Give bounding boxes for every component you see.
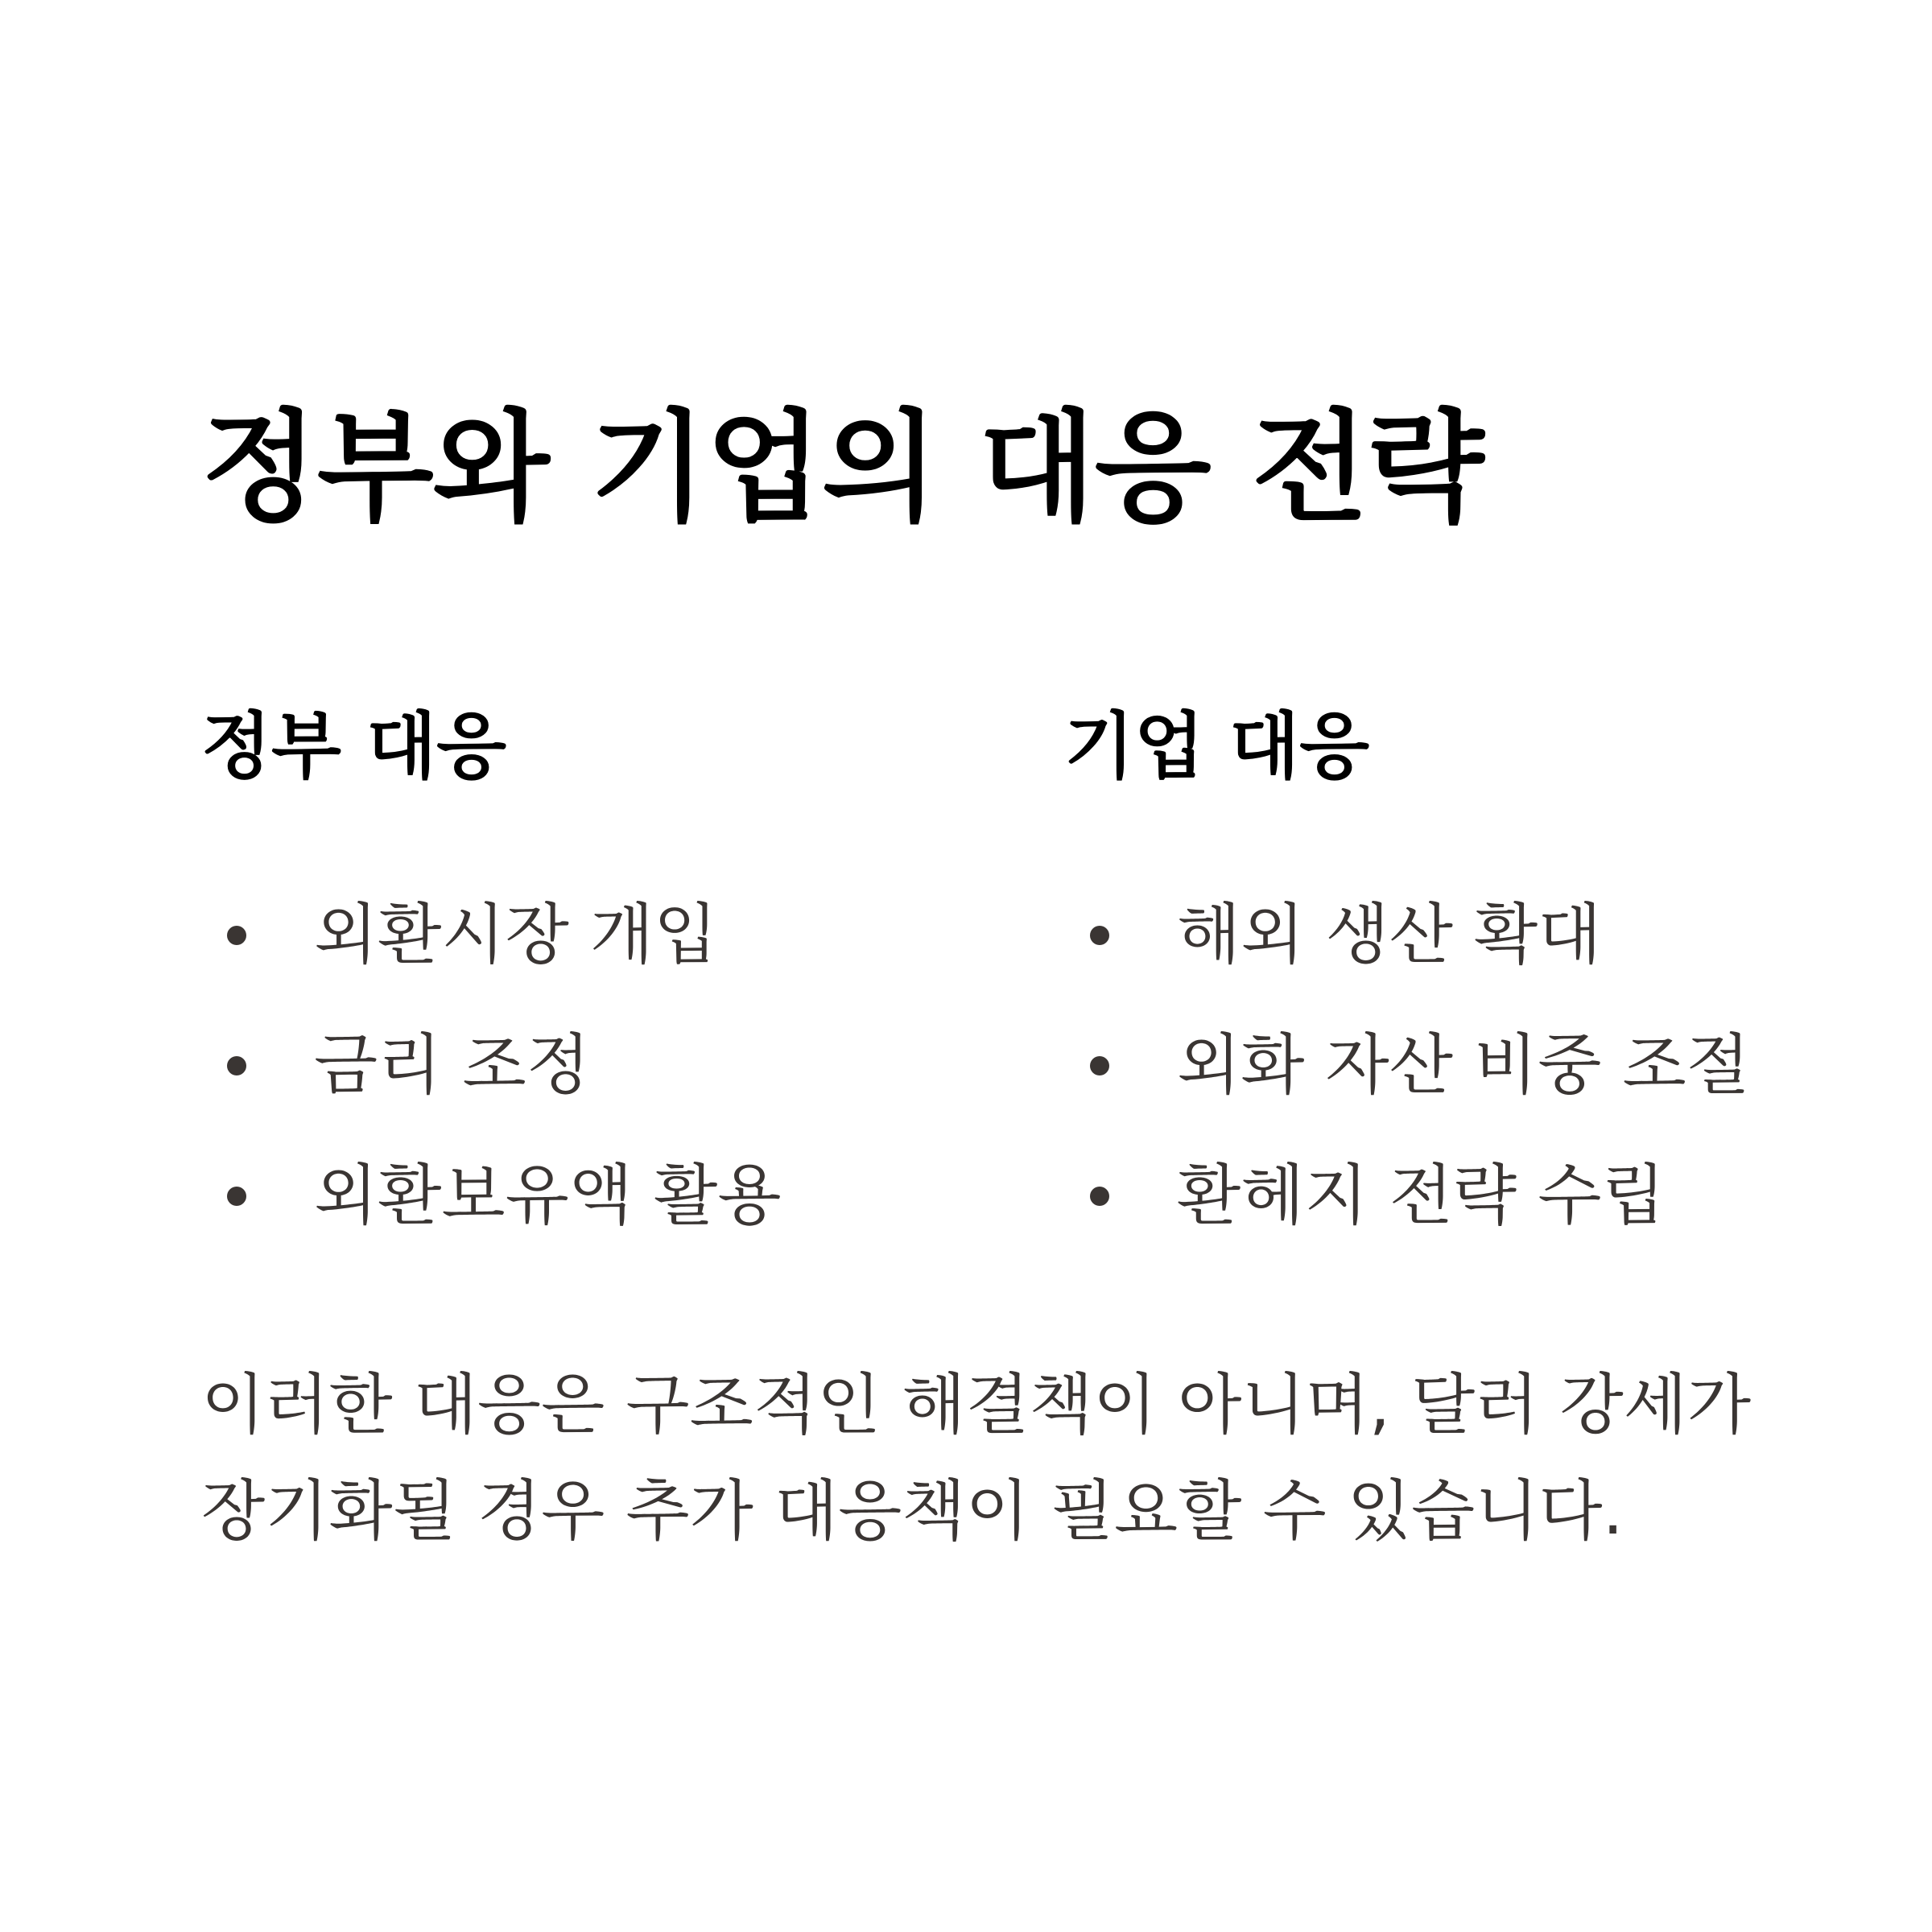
summary-paragraph <box>201 1352 1811 1565</box>
bullet-icon <box>1090 926 1109 945</box>
corporate-response-section <box>1064 699 1757 1261</box>
summary-line-2: 장기화될 경우 추가 대응책이 필요할 수 있습니다. <box>201 1473 1624 1550</box>
bullet-icon <box>1090 1187 1109 1206</box>
list-item-label: 외환시장 개입 <box>314 897 718 973</box>
list-item-label: 외화 자산 비중 조절 <box>1177 1027 1750 1104</box>
list-item <box>1064 1131 1757 1261</box>
bullet-icon <box>1090 1056 1109 1075</box>
page-title: 정부와 기업의 대응 전략 <box>201 398 1484 539</box>
government-list <box>201 870 894 1261</box>
government-heading: 정부 대응 <box>201 704 507 789</box>
list-item <box>1064 870 1757 1001</box>
list-item <box>1064 1001 1757 1131</box>
bullet-icon <box>227 1056 246 1075</box>
list-item-label: 금리 조정 <box>314 1027 590 1104</box>
list-item <box>201 1001 894 1131</box>
bullet-icon <box>227 926 246 945</box>
government-response-section <box>201 699 894 1261</box>
list-item <box>201 870 894 1001</box>
corporate-list <box>1064 870 1757 1261</box>
summary-line-1: 이러한 대응은 구조적인 해결책이 아니며, 달러 강세가 <box>201 1367 1752 1443</box>
corporate-heading: 기업 대응 <box>1064 704 1370 789</box>
bullet-icon <box>227 1187 246 1206</box>
list-item-label: 해외 생산 확대 <box>1177 897 1602 973</box>
list-item-label: 외환보유액 활용 <box>314 1158 782 1234</box>
list-item <box>201 1131 894 1261</box>
list-item-label: 환헤지 전략 수립 <box>1177 1158 1666 1234</box>
